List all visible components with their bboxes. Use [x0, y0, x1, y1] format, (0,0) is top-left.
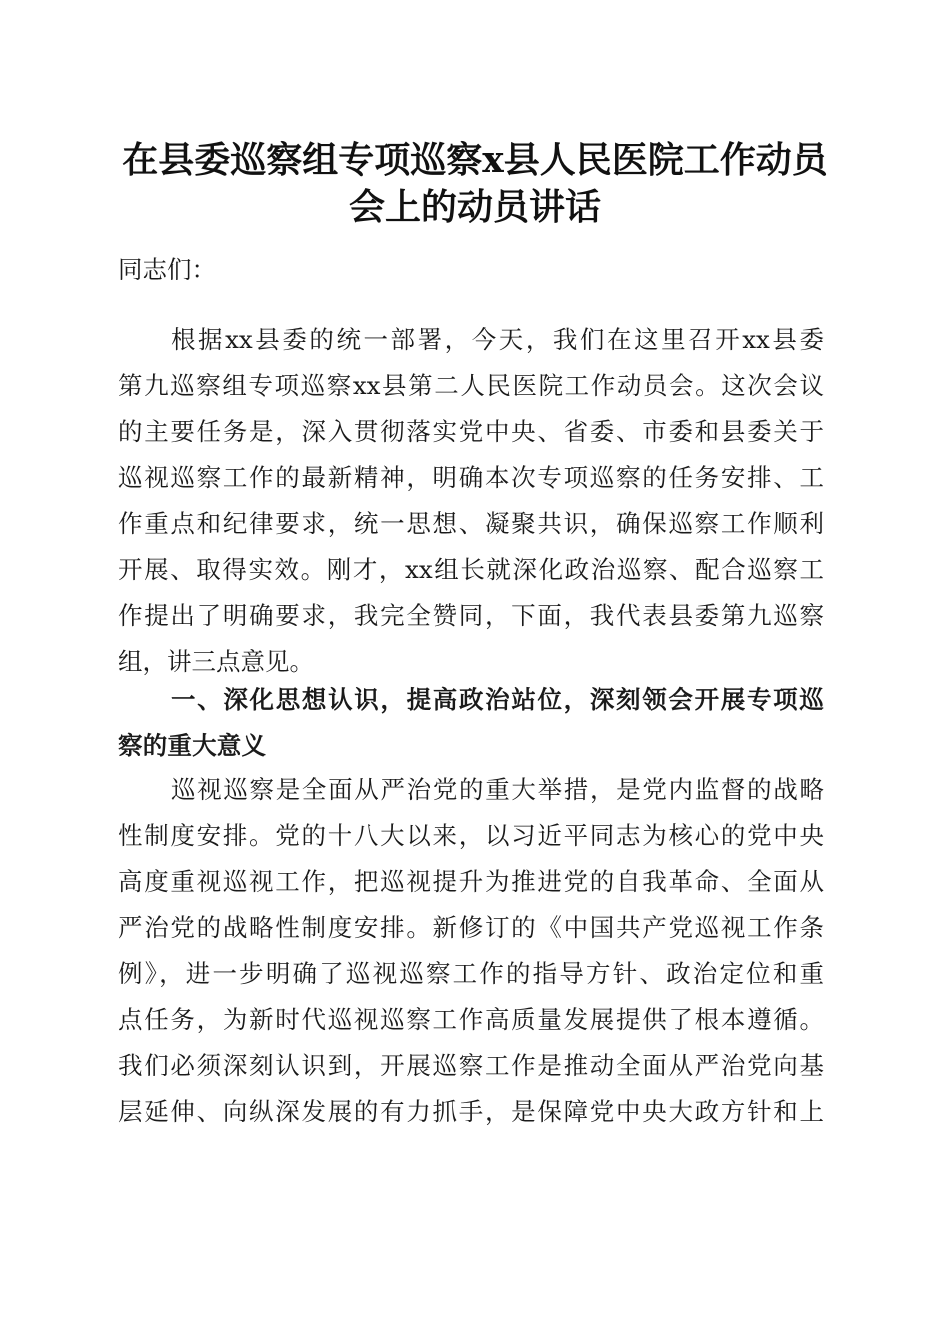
salutation: 同志们：	[118, 255, 216, 284]
paragraph-2-line: 巡视巡察是全面从严治党的重大举措，是党内监督的战略	[171, 775, 824, 804]
paragraph-1-line: 巡视巡察工作的最新精神，明确本次专项巡察的任务安排、工	[118, 463, 824, 492]
paragraph-1-line: 组，讲三点意见。	[118, 647, 314, 676]
document-title-line-1: 在县委巡察组专项巡察x县人民医院工作动员	[122, 139, 828, 181]
paragraph-1-line: 第九巡察组专项巡察xx县第二人民医院工作动员会。这次会议	[118, 371, 824, 400]
paragraph-2-line: 点任务，为新时代巡视巡察工作高质量发展提供了根本遵循。	[118, 1005, 824, 1034]
paragraph-2-line: 例》，进一步明确了巡视巡察工作的指导方针、政治定位和重	[118, 959, 824, 988]
paragraph-1-line: 根据xx县委的统一部署，今天，我们在这里召开xx县委	[171, 325, 824, 354]
paragraph-1-line: 作重点和纪律要求，统一思想、凝聚共识，确保巡察工作顺利	[118, 509, 824, 538]
paragraph-2-line: 层延伸、向纵深发展的有力抓手，是保障党中央大政方针和上	[118, 1097, 824, 1126]
document-title-line-2: 会上的动员讲话	[348, 186, 601, 228]
paragraph-2-line: 性制度安排。党的十八大以来，以习近平同志为核心的党中央	[118, 821, 824, 850]
paragraph-2-line: 高度重视巡视工作，把巡视提升为推进党的自我革命、全面从	[118, 867, 824, 896]
paragraph-2-line: 我们必须深刻认识到，开展巡察工作是推动全面从严治党向基	[118, 1051, 824, 1080]
paragraph-1-line: 开展、取得实效。刚才，xx组长就深化政治巡察、配合巡察工	[118, 555, 824, 584]
section-heading-1-line-2: 察的重大意义	[118, 731, 267, 760]
paragraph-2-line: 严治党的战略性制度安排。新修订的《中国共产党巡视工作条	[118, 913, 824, 942]
section-heading-1-line-1: 一、深化思想认识，提高政治站位，深刻领会开展专项巡	[171, 685, 824, 714]
paragraph-1-line: 作提出了明确要求，我完全赞同，下面，我代表县委第九巡察	[118, 601, 824, 630]
paragraph-1-line: 的主要任务是，深入贯彻落实党中央、省委、市委和县委关于	[118, 417, 824, 446]
